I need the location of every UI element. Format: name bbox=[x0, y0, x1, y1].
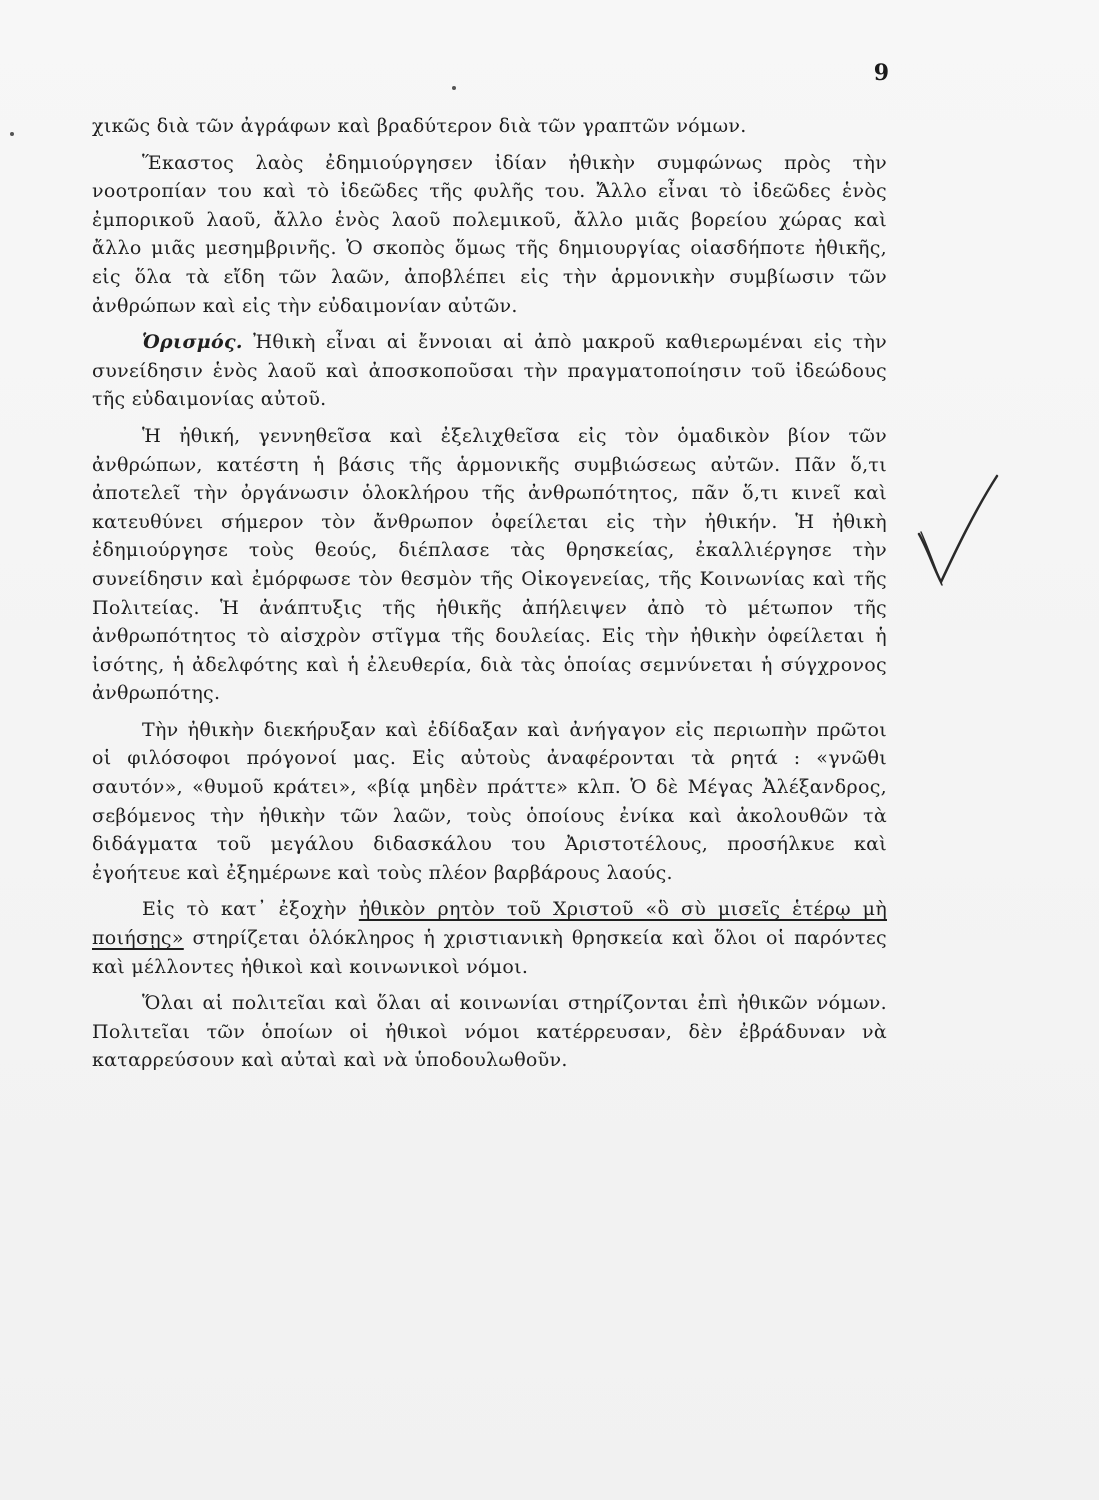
page-number: 9 bbox=[873, 60, 889, 86]
paragraph-ethics-history: Ἡ ἠθική, γεννηθεῖσα καὶ ἐξελιχθεῖσα εἰς τὸν ὁμαδικὸν βίον τῶν ἀνθρώπων, κατέστη ἡ βάσις τῆς ἁρμονικῆς συμβιώσεως αὐτῶν. Πᾶν ὅ,τι ἀποτελεῖ τὴν ὀργάνωσιν ὁλοκλήρου τῆς ἀνθρωπότητος, πᾶν ὅ,τι κινεῖ καὶ κατευθύνει σήμερον τὸν ἄνθρωπον ὀφείλεται εἰς τὴν ἠθικήν. Ἡ ἠθικὴ ἐδημιούργησε τοὺς θεούς, διέπλασε τὰς θρησκείας, ἐκαλλιέργησε τὴν συνείδησιν καὶ ἐμόρφωσε τὸν θεσμὸν τῆς Οἰκογενείας, τῆς Κοινωνίας καὶ τῆς Πολιτείας. Ἡ ἀνάπτυξις τῆς ἠθικῆς ἀπήλειψεν ἀπὸ τὸ μέτωπον τῆς ἀνθρωπότητος τὸ αἰσχρὸν στῖγμα τῆς δουλείας. Εἰς τὴν ἠθικὴν ὀφείλεται ἡ ἰσότης, ἡ ἀδελφότης καὶ ἡ ἐλευθερία, διὰ τὰς ὁποίας σεμνύνεται ἡ σύγχρονος ἀνθρωπότης. bbox=[92, 424, 887, 705]
paragraph-philosophers: Τὴν ἠθικὴν διεκήρυξαν καὶ ἐδίδαξαν καὶ ἀνήγαγον εἰς περιωπὴν πρῶτοι οἱ φιλόσοφοι πρόγονοί μας. Εἰς αὐτοὺς ἀναφέρονται τὰ ρητά : «γνῶθι σαυτόν», «θυμοῦ κράτει», «βίᾳ μηδὲν πράττε» κλπ. Ὁ δὲ Μέγας Ἀλέξανδρος, σεβόμενος τὴν ἠθικὴν τῶν λαῶν, τοὺς ὁποίους ἐνίκα καὶ ἀκολουθῶν τὰ διδάγματα τοῦ μεγάλου διδασκάλου του Ἀριστοτέλους, προσήλκυε καὶ ἐγοήτευε καὶ ἐξημέρωνε καὶ τοὺς πλέον βαρβάρους λαούς. bbox=[92, 718, 887, 884]
paragraph-ethics-by-people: Ἕκαστος λαὸς ἐδημιούργησεν ἰδίαν ἠθικὴν συμφώνως πρὸς τὴν νοοτροπίαν του καὶ τὸ ἰδεῶδες τῆς φυλῆς του. Ἄλλο εἶναι τὸ ἰδεῶδες ἑνὸς ἐμπορικοῦ λαοῦ, ἄλλο ἑνὸς λαοῦ πολεμικοῦ, ἄλλο μιᾶς βορείου χώρας καὶ ἄλλο μιᾶς μεσημβρινῆς. Ὁ σκοπὸς ὅμως τῆς δημιουργίας οἱασδήποτε ἠθικῆς, εἰς ὅλα τὰ εἴδη τῶν λαῶν, ἀποβλέπει εἰς τὴν ἁρμονικὴν συμβίωσιν τῶν ἀνθρώπων καὶ εἰς τὴν εὐδαιμονίαν αὐτῶν. bbox=[92, 151, 887, 317]
scan-speck bbox=[10, 132, 14, 136]
handwritten-checkmark-icon bbox=[915, 470, 1005, 600]
christ-saying-underlined: ἠθικὸν ρητὸν τοῦ Χριστοῦ «ὃ σὺ μισεῖς ἑτέρῳ μὴ ποιήσῃς» bbox=[92, 898, 887, 950]
paragraph-states-laws: Ὅλαι αἱ πολιτεῖαι καὶ ὅλαι αἱ κοινωνίαι στηρίζονται ἐπὶ ἠθικῶν νόμων. Πολιτεῖαι τῶν ὁποίων οἱ ἠθικοὶ νόμοι κατέρρευσαν, δὲν ἐβράδυναν νὰ καταρρεύσουν καὶ αὐταὶ καὶ νὰ ὑποδουλωθοῦν. bbox=[92, 992, 887, 1072]
christ-saying-pre: Εἰς τὸ κατ᾽ ἐξοχὴν bbox=[142, 898, 359, 921]
paragraph-continuation: χικῶς διὰ τῶν ἀγράφων καὶ βραδύτερον διὰ τῶν γραπτῶν νόμων. bbox=[92, 115, 747, 137]
definition-text: Ἠθικὴ εἶναι αἱ ἔννοιαι αἱ ἀπὸ μακροῦ καθιερωμέναι εἰς τὴν συνείδησιν ἑνὸς λαοῦ καὶ ἀποσκοποῦσαι τὴν πραγματοποίησιν τοῦ ἰδεώδους τῆς εὐδαιμονίας αὐτοῦ. bbox=[92, 331, 887, 411]
paragraph-christ-saying bbox=[92, 895, 887, 981]
christ-saying-post: στηρίζεται ὁλόκληρος ἡ χριστιανικὴ θρησκεία καὶ ὅλοι οἱ παρόντες καὶ μέλλοντες ἠθικοὶ καὶ κοινωνικοὶ νόμοι. bbox=[92, 927, 887, 978]
scan-speck bbox=[452, 86, 456, 90]
paragraph-definition bbox=[92, 328, 887, 414]
body-text bbox=[92, 112, 887, 1083]
definition-heading: Ὁρισμός. bbox=[142, 331, 243, 354]
